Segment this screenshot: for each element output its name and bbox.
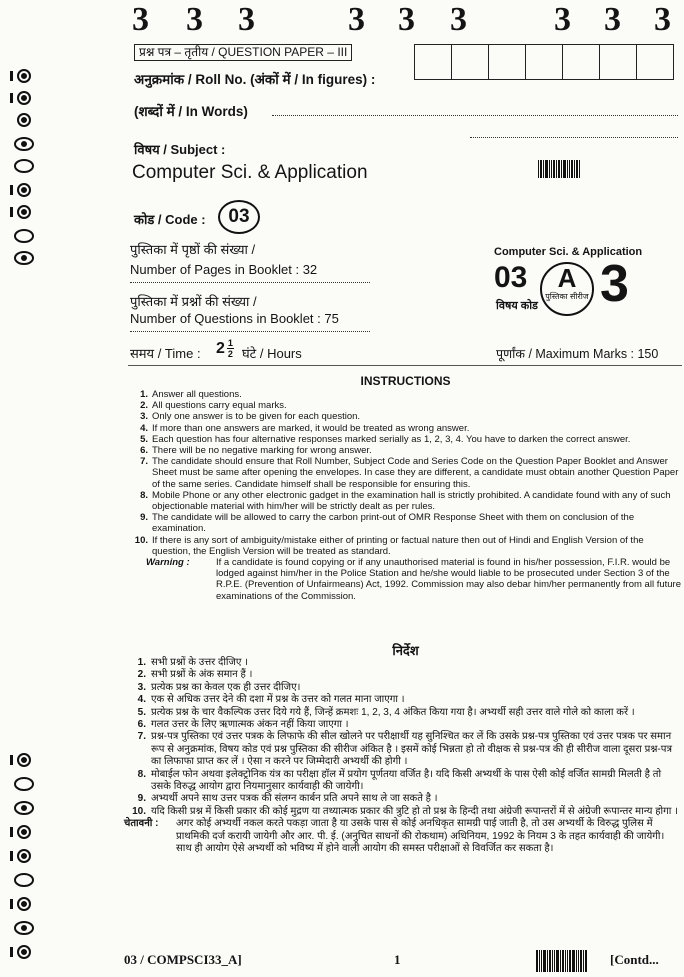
pages-label-hindi: पुस्तिका में पृष्ठों की संख्या / <box>130 242 256 257</box>
item-text: The candidate will be allowed to carry the carbon print-out of OMR Response Sheet with them on conclusion of the examination. <box>152 512 635 535</box>
item-text: सभी प्रश्नों के उत्तर दीजिए । <box>151 657 249 668</box>
warning-label: Warning : <box>146 557 190 569</box>
roll-digit-box[interactable] <box>637 45 673 79</box>
badge-subject: Computer Sci. & Application <box>494 246 643 258</box>
time-whole: 2 <box>216 339 225 357</box>
list-item <box>128 423 683 434</box>
footer-barcode <box>536 950 588 972</box>
instructions-title: INSTRUCTIONS <box>360 374 451 388</box>
warning-text: If a candidate is found copying or if any unauthorised material is found in his/her possession, F.I.R. would be lodged against him/her in the Police Station and he/she would liable to be prosecuted under Section 3 of the R.P.E. (Prevention of Unfairmeans) Act, 1992. Commission may also debar him/her permanently from all future examinations of the Commission. <box>216 557 681 602</box>
warning-text: अगर कोई अभ्यर्थी नकल करते पकड़ा जाता है या उसके पास से कोई अनधिकृत सामग्री पाई जाती है, तो उस अभ्यर्थी के विरुद्ध पुलिस में प्राथमिकी दर्ज करायी जायेगी और आर. पी. ई. (अनुचित साधनों की रोकथाम) अधिनियम, 1992 के नियम 3 के तहत कार्यवाही की जायेगी। साथ ही आयोग ऐसे अभ्यर्थी को भविष्य में होने वाली आयोग की समस्त परीक्षाओं से विवर्जित कर सकता है। <box>176 818 665 855</box>
badge-series-circle <box>540 262 594 316</box>
badge-number: 3 <box>600 255 629 313</box>
roll-number-boxes[interactable] <box>414 44 674 80</box>
item-number: 8. <box>137 768 146 780</box>
instructions-list <box>128 389 683 602</box>
badge-code-text: विषय कोड <box>496 300 538 312</box>
nirdesh-list <box>124 657 679 856</box>
omr-timing-marks-top <box>8 66 38 281</box>
subject-value: Computer Sci. & Application <box>132 162 368 183</box>
questions-label-english: Number of Questions in Booklet : 75 <box>130 311 339 326</box>
item-text: The candidate should ensure that Roll Number, Subject Code and Series Code on the Question Paper Booklet and Answer Sheet must be same after opening the envelopes. In case they are different, a candidate must obtain another Question Paper of the same series. Candidate himself shall be responsible for ensuring this. <box>152 456 679 490</box>
timing-mark-icon <box>8 66 38 276</box>
list-item <box>128 535 683 557</box>
series-digit: 3 <box>348 1 365 38</box>
questions-label-hindi: पुस्तिका में प्रश्नों की संख्या / <box>130 294 257 309</box>
item-number: 8. <box>140 489 148 501</box>
item-text: प्रश्न-पत्र पुस्तिका एवं उत्तर पत्रक के लिफाफे की सील खोलने पर परीक्षार्थी यह सुनिश्चित कर लें कि उसके प्रश्न-पत्र पुस्तिका एवं उत्तर पत्रक पर समान रूप से अनुक्रमांक, विषय कोड एवं प्रश्न पुस्तिका की सीरीज अंकित है । इसमें कोई भिन्नता हो तो वीक्षक से प्रश्न-पत्र की ही सीरीज वाला दूसरा प्रश्न-पत्र का लिफाफा प्राप्त कर लें । ऐसा न करने पर जिम्मेदारी अभ्यर्थी की होगी । <box>151 731 672 768</box>
series-digit: 3 <box>654 1 671 38</box>
divider-line <box>128 364 682 366</box>
series-digit: 3 <box>450 1 467 38</box>
time-value <box>216 338 238 359</box>
time-denominator: 2 <box>227 349 233 359</box>
roll-words-field-line2[interactable] <box>470 136 678 138</box>
item-text: Mobile Phone or any other electronic gadget in the examination hall is strictly prohibited. A candidate found with any of such objectionable material with him/her will be strictly dealt as per rules. <box>152 489 671 513</box>
contd-label: [Contd... <box>610 952 659 967</box>
series-digit: 3 <box>554 1 571 38</box>
roll-digit-box[interactable] <box>600 45 637 79</box>
list-item <box>128 400 683 411</box>
item-number: 9. <box>140 512 148 524</box>
list-item <box>124 806 679 818</box>
list-item <box>124 682 679 694</box>
max-marks: पूर्णांक / Maximum Marks : 150 <box>496 347 659 361</box>
list-item <box>128 456 683 490</box>
paper-label-box <box>134 44 352 61</box>
roll-digit-box[interactable] <box>489 45 526 79</box>
roll-digit-box[interactable] <box>415 45 452 79</box>
item-number: 6. <box>140 445 148 457</box>
item-number: 6. <box>137 719 146 731</box>
item-number: 7. <box>140 456 148 468</box>
list-item <box>124 769 679 794</box>
item-number: 1. <box>140 389 148 400</box>
roll-words-field[interactable] <box>272 114 678 116</box>
list-item <box>128 512 683 534</box>
roll-no-label: अनुक्रमांक / Roll No. (अंकों में / In figures) : <box>134 72 376 87</box>
code-value: 03 <box>228 206 250 227</box>
item-number: 5. <box>140 433 148 445</box>
omr-timing-marks-bottom <box>8 748 38 973</box>
item-text: प्रत्येक प्रश्न का केवल एक ही उत्तर दीजिए। <box>151 681 301 693</box>
list-item <box>124 793 679 805</box>
list-item <box>124 694 679 706</box>
roll-digit-box[interactable] <box>452 45 489 79</box>
badge-series-text: पुस्तिका सीरीज <box>545 292 589 301</box>
item-number: 2. <box>140 400 148 412</box>
list-item <box>128 389 683 400</box>
list-item <box>128 445 683 456</box>
item-text: अभ्यर्थी अपने साथ उत्तर पत्रक की संलग्न कार्बन प्रति अपने साथ ले जा सकते है । <box>151 793 438 805</box>
list-item <box>124 657 679 669</box>
series-digit: 3 <box>398 1 415 38</box>
list-item <box>124 669 679 681</box>
series-digit: 3 <box>238 1 255 38</box>
pages-label-english: Number of Pages in Booklet : 32 <box>130 262 318 277</box>
item-text: All questions carry equal marks. <box>152 400 287 412</box>
item-number: 9. <box>137 793 146 805</box>
time-numerator: 1 <box>227 338 233 348</box>
time-unit: घंटे / Hours <box>242 346 302 361</box>
timing-mark-icon <box>8 748 38 968</box>
page-number: 1 <box>394 952 401 967</box>
series-digit: 3 <box>604 1 621 38</box>
item-number: 10. <box>134 534 148 546</box>
item-text: If there is any sort of ambiguity/mistake either of printing or factual nature then out of Hindi and English Version of the question, the English Version will be treated as standard. <box>152 534 644 557</box>
divider-dotted <box>130 281 370 283</box>
badge-code: 03 <box>494 261 528 294</box>
item-text: प्रत्येक प्रश्न के चार वैकल्पिक उत्तर दिये गये हैं, जिन्हें क्रमशः 1, 2, 3, 4 अंकित किया गया है। अभ्यर्थी सही उत्तर वाले गोले को काला करें । <box>151 706 635 718</box>
warning-row <box>124 818 679 855</box>
item-number: 3. <box>137 681 146 693</box>
item-text: Answer all questions. <box>152 389 242 400</box>
series-digit: 3 <box>186 1 203 38</box>
item-text: गलत उत्तर के लिए ऋणात्मक अंकन नहीं किया जाएगा । <box>151 719 349 731</box>
item-text: यदि किसी प्रश्न में किसी प्रकार की कोई मुद्रण या तथ्यात्मक प्रकार की त्रुटि हो तो प्रश्न के हिन्दी तथा अंग्रेजी रूपान्तरों में से अंग्रेजी रूपान्तर मान्य होगा । <box>151 805 678 817</box>
footer-code: 03 / COMPSCI33_A] <box>124 952 242 967</box>
list-item <box>124 731 679 768</box>
item-number: 4. <box>137 694 146 706</box>
item-text: There will be no negative marking for wrong answer. <box>152 445 372 457</box>
list-item <box>124 707 679 719</box>
roll-digit-box[interactable] <box>563 45 600 79</box>
subject-barcode <box>538 160 581 178</box>
list-item <box>124 719 679 731</box>
badge-series-letter: A <box>557 263 577 293</box>
time-fraction <box>227 338 234 359</box>
item-number: 3. <box>140 411 148 423</box>
divider-dotted <box>130 330 370 332</box>
item-text: एक से अधिक उत्तर देने की दशा में प्रश्न के उत्तर को गलत माना जाएगा । <box>151 694 405 706</box>
code-value-circle <box>218 200 260 234</box>
code-label: कोड / Code : <box>134 212 206 227</box>
list-item <box>128 490 683 512</box>
item-number: 4. <box>140 422 148 434</box>
item-number: 10. <box>132 805 146 817</box>
paper-label: प्रश्न पत्र – तृतीय / QUESTION PAPER – III <box>139 45 348 59</box>
item-number: 5. <box>137 706 146 718</box>
nirdesh-title: निर्देश <box>392 643 419 658</box>
roll-words-label: (शब्दों में / In Words) <box>134 104 248 119</box>
item-text: Only one answer is to be given for each question. <box>152 411 361 423</box>
list-item <box>128 411 683 422</box>
item-number: 7. <box>137 731 146 743</box>
series-digit: 3 <box>132 1 149 38</box>
list-item <box>128 434 683 445</box>
warning-row <box>128 557 683 602</box>
roll-digit-box[interactable] <box>526 45 563 79</box>
item-text: सभी प्रश्नों के अंक समान हैं । <box>151 669 253 681</box>
subject-label: विषय / Subject : <box>134 142 226 157</box>
item-number: 1. <box>137 657 146 668</box>
item-number: 2. <box>137 669 146 681</box>
warning-label: चेतावनी : <box>124 818 159 830</box>
item-text: If more than one answers are marked, it would be treated as wrong answer. <box>152 422 470 434</box>
time-label: समय / Time : <box>130 346 201 361</box>
item-text: Each question has four alternative responses marked serially as 1, 2, 3, 4. You have to darken the correct answer. <box>152 433 631 445</box>
item-text: मोबाईल फोन अथवा इलेक्ट्रोनिक यंत्र का परीक्षा हॉल में प्रयोग पूर्णतया वर्जित है। यदि किसी अभ्यर्थी के पास ऐसी कोई वर्जित सामग्री मिलती है तो उसके विरुद्ध आयोग द्वारा नियमानुसार कार्यवाही की जायेगी। <box>151 768 662 793</box>
